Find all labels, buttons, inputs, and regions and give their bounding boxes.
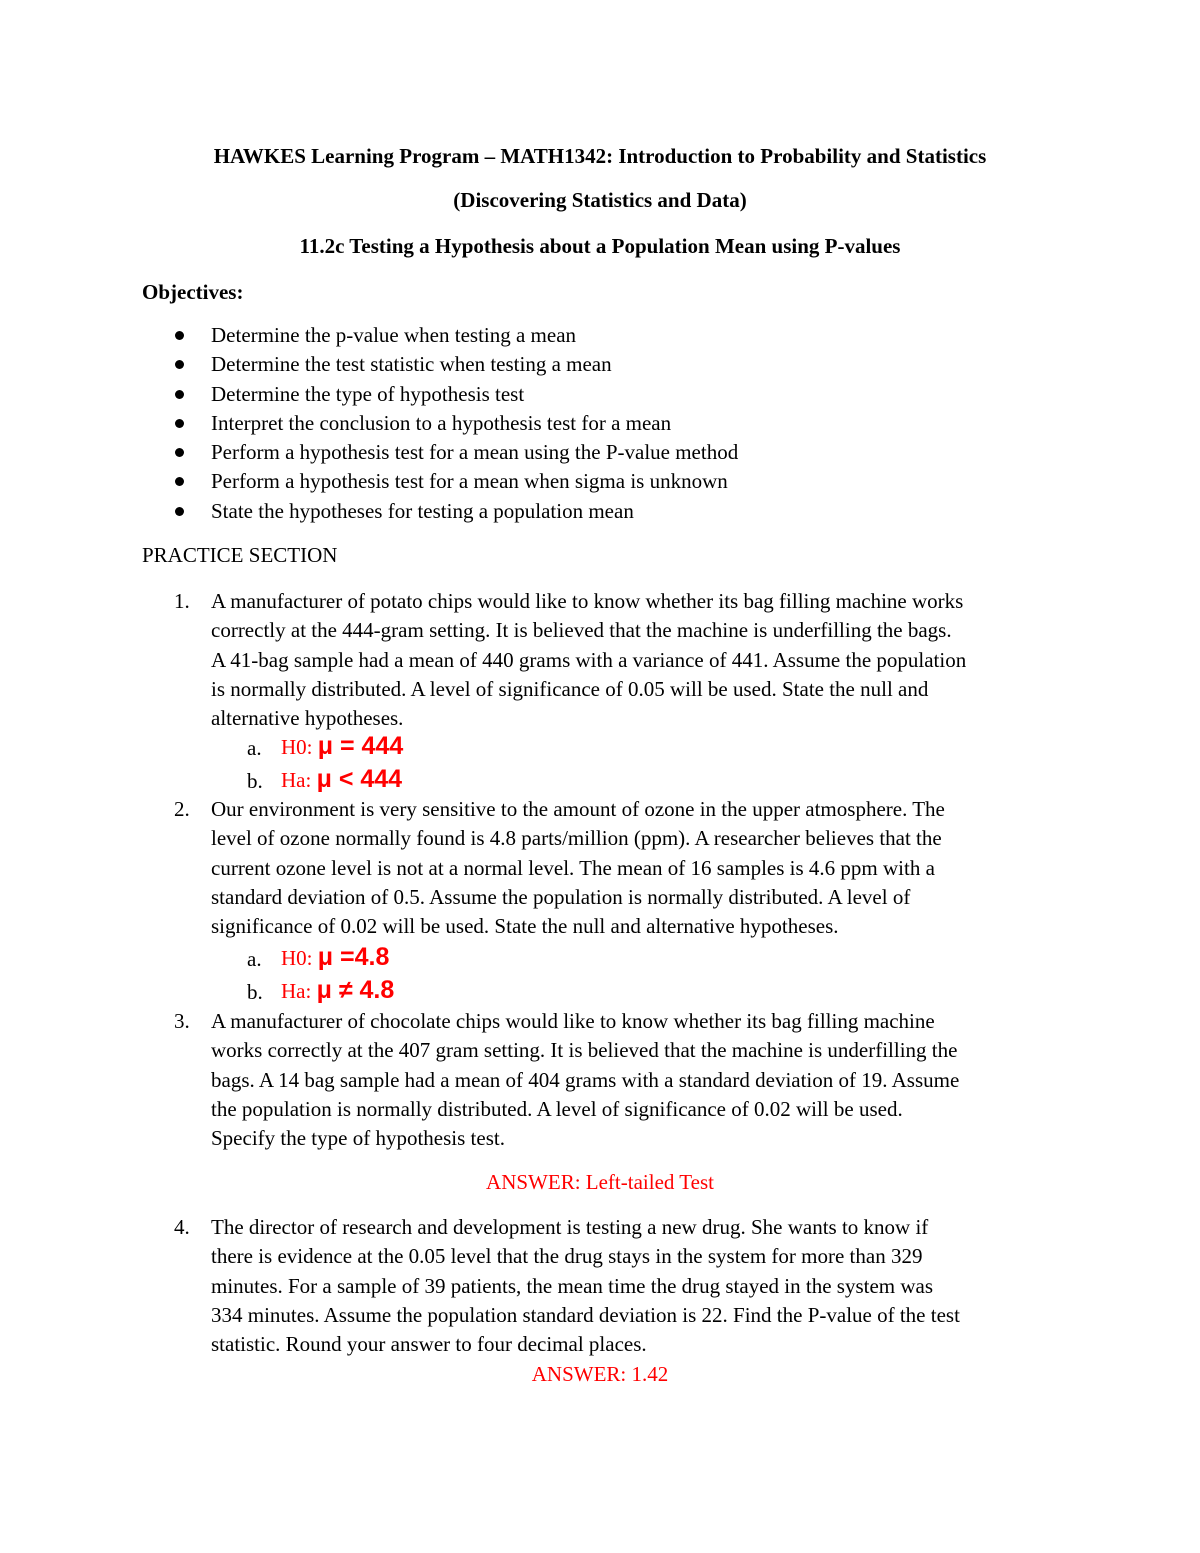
answer-1a xyxy=(0,730,1200,763)
bullet-icon xyxy=(175,331,184,340)
hypothesis-label: H0: xyxy=(281,946,318,970)
bullet-icon xyxy=(175,419,184,428)
hypothesis-label: H0: xyxy=(281,735,318,759)
question-text: A manufacturer of potato chips would like to know whether its bag filling machine works correctly at the 444-gram setting. It is believed that the machine is underfilling the bags. A 41-bag sample had a mean of 440 grams with a variance of 441. Assume the population is normally distributed. A level of significance of 0.05 will be used. State the null and alternative hypotheses. xyxy=(211,589,967,731)
hypothesis-expression: μ = 444 xyxy=(317,732,404,760)
practice-section-heading: PRACTICE SECTION xyxy=(142,543,338,567)
question-number: 3. xyxy=(174,1009,190,1033)
question-number: 2. xyxy=(174,797,190,821)
bullet-icon xyxy=(175,448,184,457)
answer-2b xyxy=(0,974,1200,1007)
answer-4: ANSWER: 1.42 xyxy=(531,1362,669,1386)
sub-letter: a. xyxy=(247,947,262,971)
sub-letter: b. xyxy=(247,769,263,793)
hypothesis-label: Ha: xyxy=(281,768,317,792)
bullet-icon xyxy=(175,360,184,369)
document-subtitle: (Discovering Statistics and Data) xyxy=(453,188,747,212)
question-text: A manufacturer of chocolate chips would like to know whether its bag filling machine works correctly at the 407 gram setting. It is believed that the machine is underfilling the bags. A 14 bag sample had a mean of 404 grams with a standard deviation of 19. Assume the population is normally distributed. A level of significance of 0.02 will be used. Specify the type of hypothesis test. xyxy=(211,1009,960,1151)
answer-2a xyxy=(0,941,1200,974)
question-number: 4. xyxy=(174,1215,190,1239)
question-text: Our environment is very sensitive to the amount of ozone in the upper atmosphere. The level of ozone normally found is 4.8 parts/million (ppm). A researcher believes that the current ozone level is not at a normal level. The mean of 16 samples is 4.6 ppm with a standard deviation of 0.5. Assume the population is normally distributed. A level of significance of 0.02 will be used. State the null and alternative hypotheses. xyxy=(211,797,945,939)
hypothesis-expression: μ < 444 xyxy=(316,765,403,793)
sub-letter: a. xyxy=(247,736,262,760)
bullet-icon xyxy=(175,477,184,486)
document-title: HAWKES Learning Program – MATH1342: Introduction to Probability and Statistics xyxy=(213,144,987,168)
bullet-icon xyxy=(175,390,184,399)
bullet-icon xyxy=(175,507,184,516)
answer-3: ANSWER: Left-tailed Test xyxy=(486,1170,714,1194)
sub-letter: b. xyxy=(247,980,263,1004)
hypothesis-expression: μ ≠ 4.8 xyxy=(316,976,395,1004)
question-text: The director of research and development is testing a new drug. She wants to know if there is evidence at the 0.05 level that the drug stays in the system for more than 329 minutes. For a sample of 39 patients, the mean time the drug stayed in the system was 334 minutes. Assume the population standard deviation is 22. Find the P-value of the test statistic. Round your answer to four decimal places. xyxy=(211,1215,960,1357)
document-page: HAWKES Learning Program – MATH1342: Introduction to Probability and Statistics (Discovering Statistics and Data) 11.2c Testing a Hypothesis about a Population Mean using P-values Objectives: Determine the p-value when testing a mean Determine the test statistic when testing a mean Determine the type of hypothesis test Interpret the conclusion to a hypothesis test for a mean Perform a hypothesis test for a mean using the P-value method Perform a hypothesis test for a mean when sigma is unknown State the hypotheses for testing a population mean PRACTICE SECTION 1. A manufacturer of potato chips would like to know whether its bag filling machine works correctly at the 444-gram setting. It is believed that the machine is underfilling the bags. A 41-bag sample had a mean of 440 grams with a variance of 441. Assume the population is normally distributed. A level of significance of 0.05 will be used. State the null and alternative hypotheses. a. H0: μ = 444 b. Ha: μ < 444 2. Our environment is very sensitive to the amount of ozone in the upper atmosphere. The level of ozone normally found is 4.8 parts/million (ppm). A researcher believes that the current ozone level is not at a normal level. The mean of 16 samples is 4.6 ppm with a standard deviation of 0.5. Assume the population is normally distributed. A level of significance of 0.02 will be used. State the null and alternative hypotheses. a. H0: μ =4.8 b. Ha: μ ≠ 4.8 3. A manufacturer of chocolate chips would like to know whether its bag filling machine works correctly at the 407 gram setting. It is believed that the machine is underfilling the bags. A 14 bag sample had a mean of 404 grams with a standard deviation of 19. Assume the population is normally distributed. A level of significance of 0.02 will be used. Specify the type of hypothesis test. ANSWER: Left-tailed Test 4. The director of research and development is testing a new drug. She wants to know if there is evidence at the 0.05 level that the drug stays in the system for more than 329 minutes. For a sample of 39 patients, the mean time the drug stayed in the system was 334 minutes. Assume the population standard deviation is 22. Find the P-value of the test statistic. Round your answer to four decimal places. ANSWER: 1.42 xyxy=(0,0,1200,1553)
objectives-heading: Objectives: xyxy=(142,280,244,304)
question-number: 1. xyxy=(174,589,190,613)
hypothesis-expression: μ =4.8 xyxy=(317,943,390,971)
answer-1b xyxy=(0,763,1200,796)
hypothesis-label: Ha: xyxy=(281,979,317,1003)
section-title: 11.2c Testing a Hypothesis about a Population Mean using P-values xyxy=(299,234,901,258)
